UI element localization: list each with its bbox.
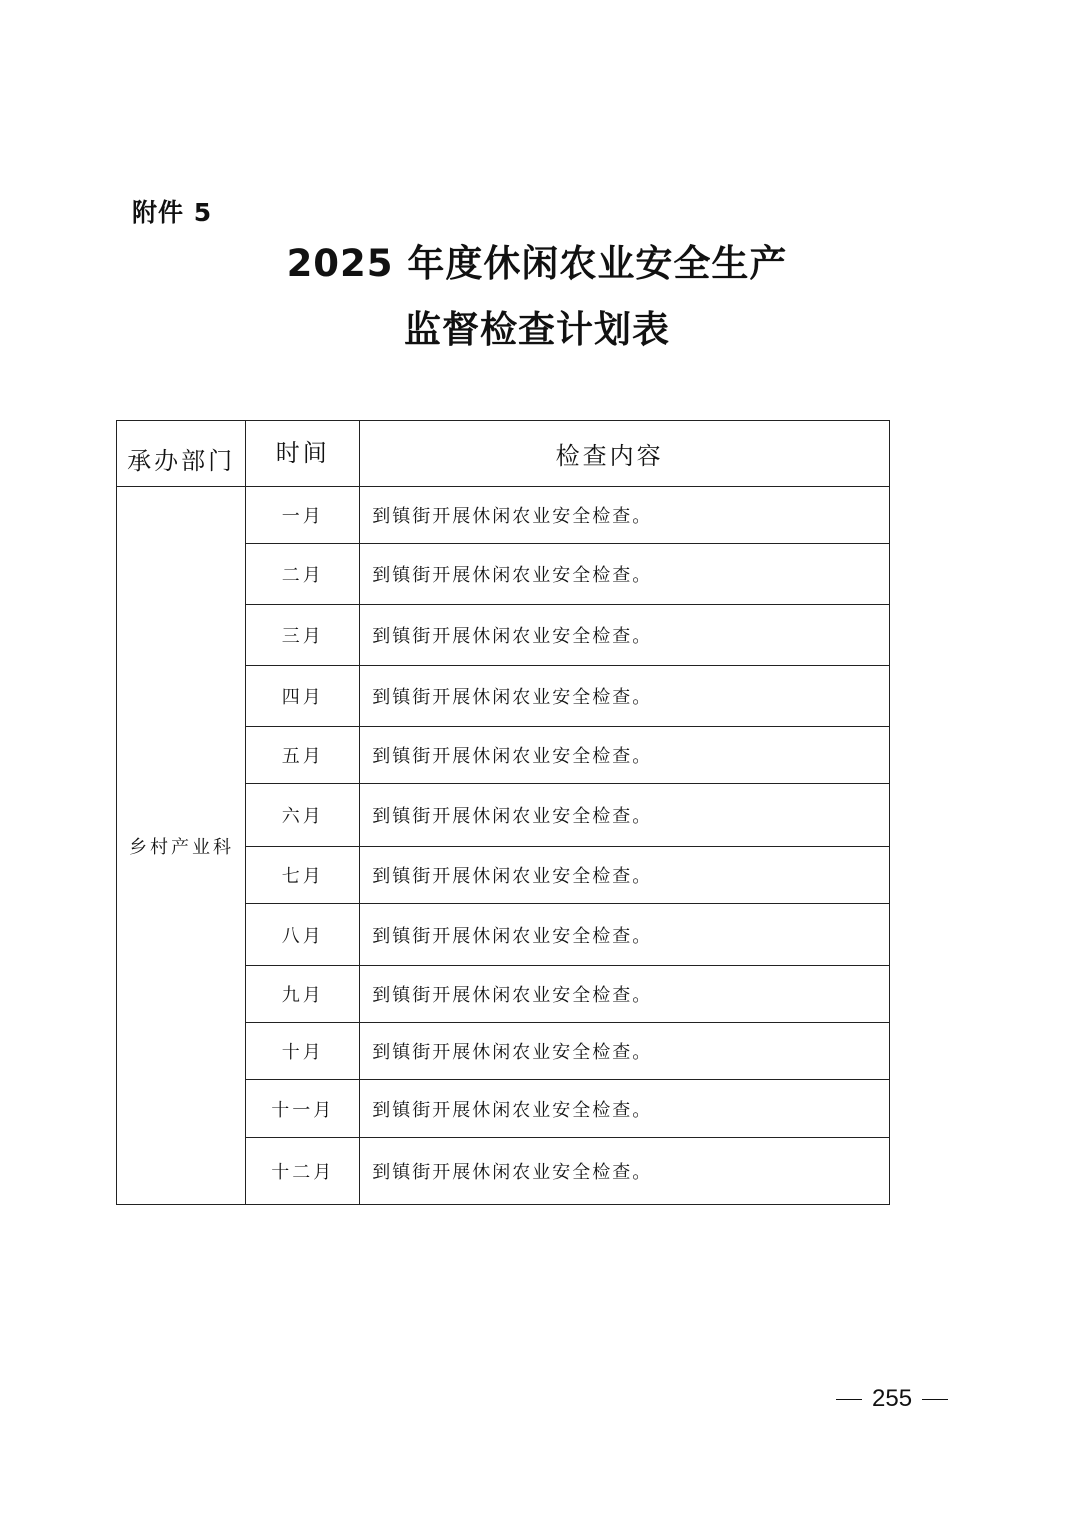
content-cell: 到镇街开展休闲农业安全检查。: [360, 1138, 890, 1205]
month-cell: 十月: [246, 1023, 360, 1080]
table-header-row: [117, 421, 890, 487]
page-number-value: 255: [872, 1385, 913, 1412]
table-row: [117, 487, 890, 544]
document-title-line-1: 2025 年度休闲农业安全生产: [286, 242, 788, 285]
header-dept: 承办部门: [117, 421, 246, 487]
inspection-plan-table: [116, 420, 890, 1205]
page-number: [836, 1384, 948, 1414]
month-cell: 八月: [246, 904, 360, 966]
content-cell: 到镇街开展休闲农业安全检查。: [360, 727, 890, 784]
content-cell: 到镇街开展休闲农业安全检查。: [360, 487, 890, 544]
attachment-label: 附件 5: [132, 198, 213, 227]
month-cell: 一月: [246, 487, 360, 544]
document-title-line-2: 监督检查计划表: [404, 308, 670, 351]
month-cell: 三月: [246, 605, 360, 666]
content-cell: 到镇街开展休闲农业安全检查。: [360, 544, 890, 605]
header-content: 检查内容: [360, 421, 890, 487]
content-cell: 到镇街开展休闲农业安全检查。: [360, 605, 890, 666]
month-cell: 二月: [246, 544, 360, 605]
content-cell: 到镇街开展休闲农业安全检查。: [360, 1023, 890, 1080]
page-number-right-dash: [922, 1399, 948, 1400]
month-cell: 七月: [246, 847, 360, 904]
month-cell: 五月: [246, 727, 360, 784]
content-cell: 到镇街开展休闲农业安全检查。: [360, 904, 890, 966]
content-cell: 到镇街开展休闲农业安全检查。: [360, 966, 890, 1023]
content-cell: 到镇街开展休闲农业安全检查。: [360, 1080, 890, 1138]
month-cell: 九月: [246, 966, 360, 1023]
month-cell: 四月: [246, 666, 360, 727]
department-cell: 乡村产业科: [117, 487, 246, 1205]
content-cell: 到镇街开展休闲农业安全检查。: [360, 847, 890, 904]
page-number-left-dash: [836, 1399, 862, 1400]
content-cell: 到镇街开展休闲农业安全检查。: [360, 666, 890, 727]
content-cell: 到镇街开展休闲农业安全检查。: [360, 784, 890, 847]
header-time: 时间: [246, 421, 360, 487]
month-cell: 十一月: [246, 1080, 360, 1138]
month-cell: 十二月: [246, 1138, 360, 1205]
month-cell: 六月: [246, 784, 360, 847]
